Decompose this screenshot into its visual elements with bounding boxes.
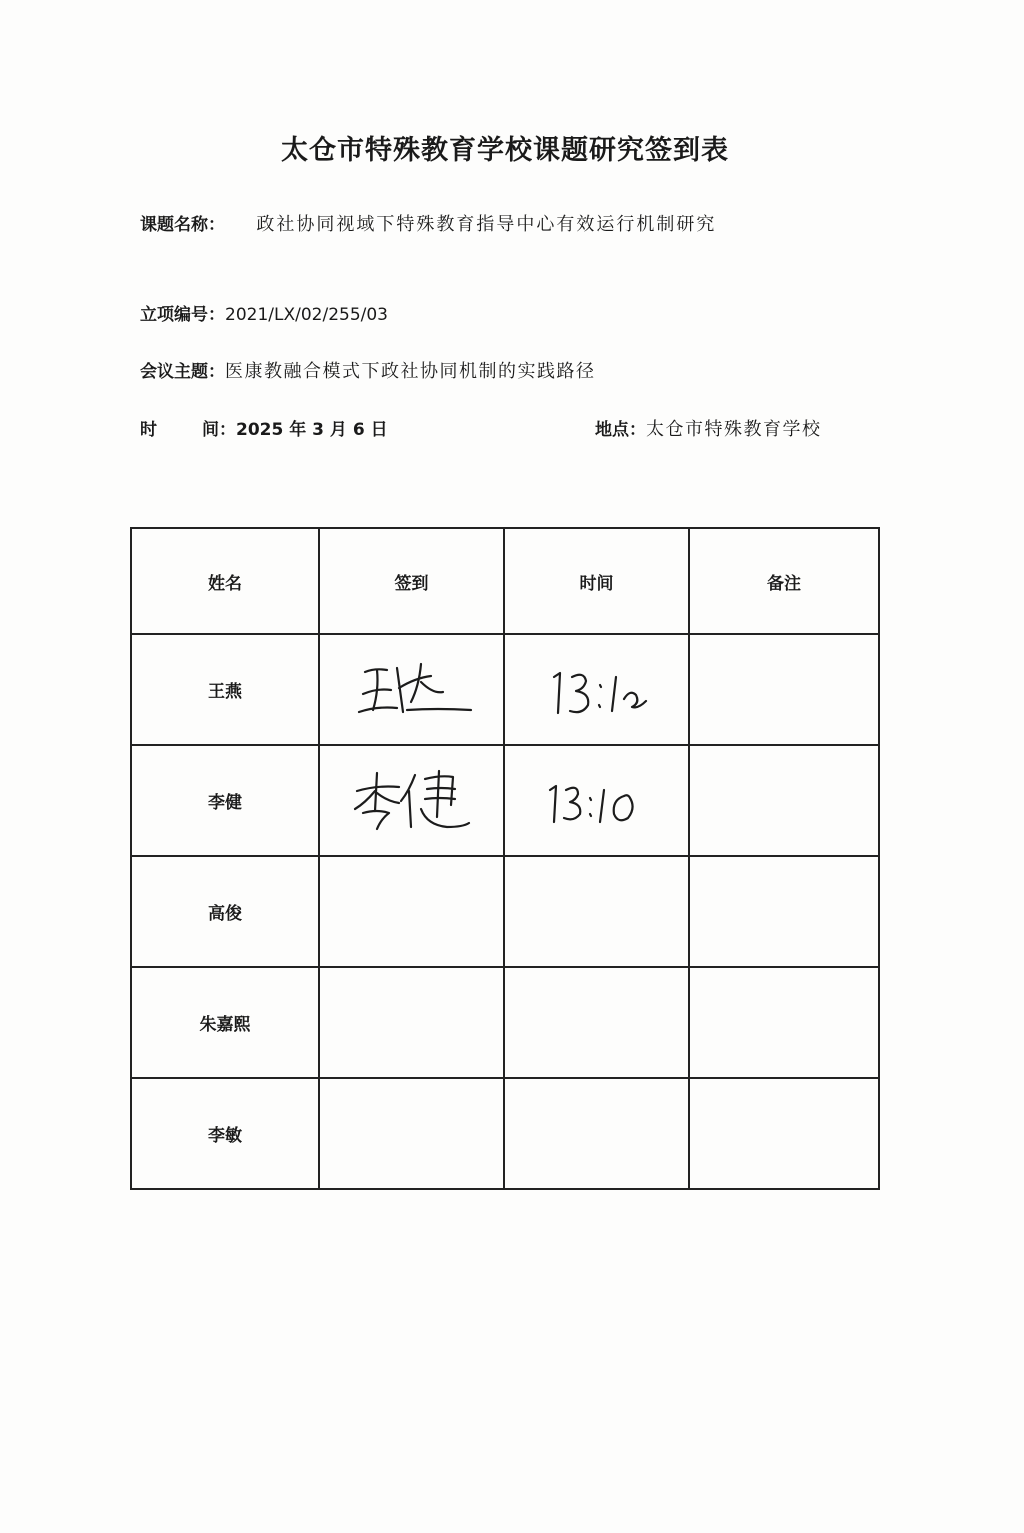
header-remark: 备注 (689, 528, 879, 634)
location-line (595, 415, 822, 441)
time-cell (504, 634, 689, 745)
document-title: 太仓市特殊教育学校课题研究签到表 (281, 135, 729, 166)
name-cell: 李敏 (131, 1078, 319, 1189)
location-value: 太仓市特殊教育学校 (646, 419, 822, 440)
remark-cell (689, 634, 879, 745)
sign-in-table (130, 527, 880, 1190)
time-cell (504, 1078, 689, 1189)
signature-cell (319, 856, 504, 967)
remark-cell (689, 856, 879, 967)
signature-cell (319, 967, 504, 1078)
remark-cell (689, 967, 879, 1078)
meeting-date-value: 2025 年 3 月 6 日 (236, 420, 388, 440)
meeting-theme-label: 会议主题： (140, 362, 225, 382)
location-label: 地点： (595, 420, 646, 440)
time-label-first-char: 时 (140, 420, 157, 440)
table-row (131, 745, 879, 856)
table-row (131, 967, 879, 1078)
time-cell (504, 745, 689, 856)
project-number-value: 2021/LX/02/255/03 (225, 305, 389, 325)
time-cell (504, 856, 689, 967)
header-signature: 签到 (319, 528, 504, 634)
project-number-line (140, 300, 388, 325)
name-cell: 王燕 (131, 634, 319, 745)
remark-cell (689, 1078, 879, 1189)
time-cell (504, 967, 689, 1078)
table-header-row (131, 528, 879, 634)
handwritten-time-13-10 (532, 655, 662, 725)
signature-cell (319, 745, 504, 856)
remark-cell (689, 745, 879, 856)
signature-cell (319, 1078, 504, 1189)
handwritten-time-13-10 (532, 766, 662, 836)
name-cell: 李健 (131, 745, 319, 856)
handwritten-signature-li-jian (337, 761, 487, 841)
name-cell: 朱嘉熙 (131, 967, 319, 1078)
project-number-label: 立项编号： (140, 305, 225, 325)
topic-value: 政社协同视域下特殊教育指导中心有效运行机制研究 (256, 214, 717, 235)
header-time: 时间 (504, 528, 689, 634)
name-cell: 高俊 (131, 856, 319, 967)
table-row (131, 856, 879, 967)
signature-cell (319, 634, 504, 745)
meeting-theme-value: 医康教融合模式下政社协同机制的实践路径 (225, 361, 596, 382)
time-label-second-char: 间： (202, 420, 236, 440)
handwritten-signature-wang-yan (337, 650, 487, 730)
topic-line (140, 210, 716, 236)
time-line (140, 415, 388, 440)
meeting-theme-line (140, 357, 596, 383)
topic-label: 课题名称： (140, 215, 225, 235)
table-row (131, 634, 879, 745)
table-row (131, 1078, 879, 1189)
header-name: 姓名 (131, 528, 319, 634)
